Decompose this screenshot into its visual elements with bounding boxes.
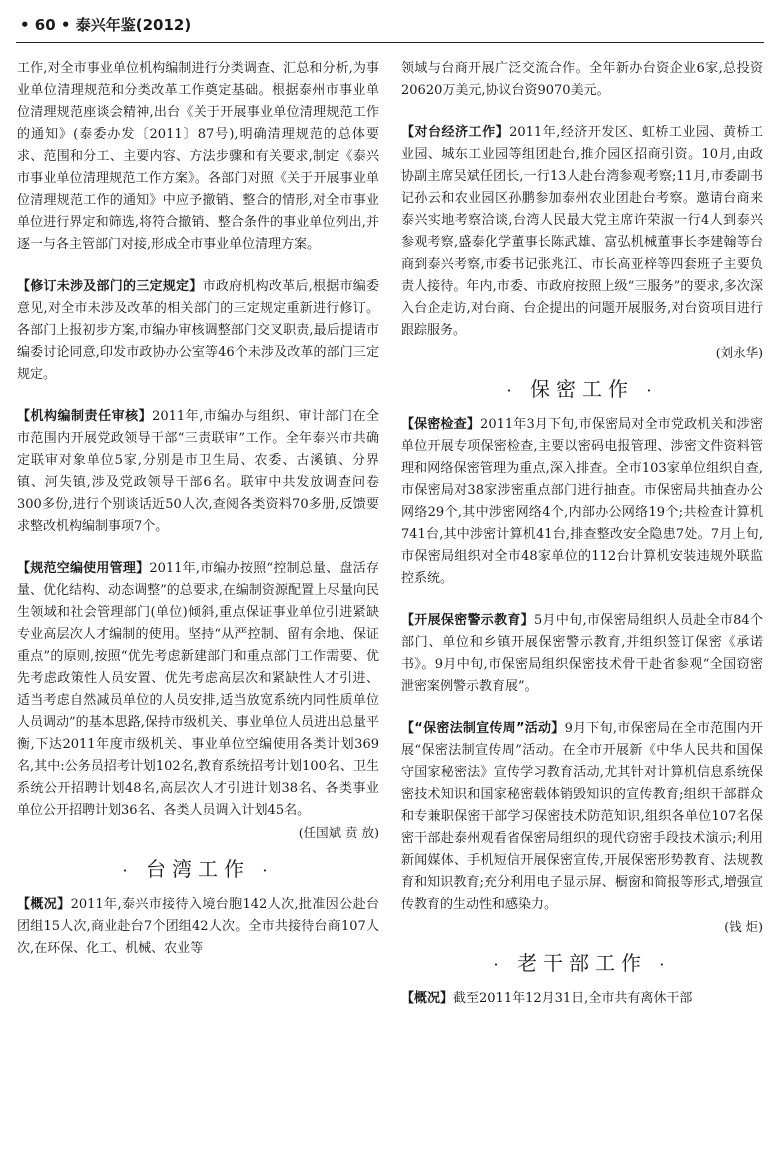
paragraph-body: 2011年,市编办按照“控制总量、盘活存量、优化结构、动态调整”的总要求,在编制资源配置上尽量向民生领域和社会管理部门(单位)倾斜,重点保证事业单位引进紧缺专业高层次人才编制的使用。坚持“从严控制、留有余地、保证重点”的原则,按照“优先考虑新建部门和重点部门工作需要、优先考虑政策性人员安置、优先考虑高层次和紧缺性人才引进、适当考虑自然减员单位的人员安排,适当放宽系统内同性质单位人员调动”的基本思路,保持市级机关、事业单位人员进出总量平衡,下达2011年度市级机关、事业单位空编使用各类计划369名,其中:公务员招考计划102名,教育系统招考计划100名、卫生系统公开招聘计划48名,高层次人才引进计划38名、各类事业单位公开招聘计划36名、各类人员调入计划45名。 [17,561,379,818]
page-header [16,0,764,42]
paragraph-body: 2011年,泰兴市接待入境台胞142人次,批准因公赴台团组15人次,商业赴台7个团组42人次。全市共接待台商107人次,在环保、化工、机械、农业等 [17,897,379,956]
paragraph: 领域与台商开展广泛交流合作。全年新办台资企业6家,总投资20620万美元,协议台资9070美元。 [401,61,763,98]
paragraph-body: 市政府机构改革后,根据市编委意见,对全市未涉及改革的相关部门的三定规定重新进行修订。各部门上报初步方案,市编办审核调整部门交叉职责,最后提请市编委讨论同意,印发市政协办公室等46个未涉及改革的部门三定规定。 [17,279,379,382]
paragraph-heading: 【对台经济工作】 [401,125,510,140]
left-column [17,58,379,960]
paragraph [401,988,763,1010]
author-credit: (钱 炬) [724,919,763,934]
paragraph-body: 2011年,经济开发区、虹桥工业园、黄桥工业园、城东工业园等组团赴台,推介园区招商引资。10月,由政协副主席吴斌任团长,一行13人赴台湾参观考察;11月,市委副书记孙云和农业园区孙鹏参加泰州农业团赴台考察。邀请台商来泰兴实地考察洽谈,台湾人民最大党主席许荣淑一行4人到泰兴参观考察,盛泰化学董事长陈武雄、富弘机械董事长李建翰等台商到泰兴考察,市委书记张兆江、市长高亚梓等四套班子主要负责人接待。年内,市委、市政府按照上级“三服务”的要求,多次深入台企走访,对台商、台企提出的问题开展服务,对台资项目进行跟踪服务。 [401,125,763,338]
paragraph-heading: 【修订未涉及部门的三定规定】 [17,279,203,294]
section-title-text: 老干部工作 [517,951,647,975]
paragraph [401,610,763,698]
paragraph-body: 5月中旬,市保密局组织人员赴全市84个部门、单位和乡镇开展保密警示教育,并组织签订保密《承诺书》。9月中旬,市保密局组织保密技术骨干赴省参观“全国窃密泄密案例警示教育展”。 [401,613,763,694]
page-header-text: • 60 • 泰兴年鉴(2012) [20,16,192,34]
paragraph [401,122,763,364]
paragraph-body: 截至2011年12月31日,全市共有离休干部 [453,991,693,1006]
section-title-text: 保密工作 [530,377,634,401]
author-credit: (任国斌 贲 放) [298,825,379,840]
header-rule [16,42,764,43]
paragraph-heading: 【保密检查】 [401,417,481,432]
paragraph-body: 9月下旬,市保密局在全市范围内开展“保密法制宣传周”活动。在全市开展新《中华人民共和国保守国家秘密法》宣传学习教育活动,尤其针对计算机信息系统保密技术知识和国家秘密载体销毁知识的宣传教育;组织干部群众和专兼职保密干部学习保密技术防范知识,组织各单位107名保密干部赴泰州观看省保密局组织的现代窃密手段技术演示;利用新闻媒体、手机短信开展保密宣传,开展保密形势教育、法规教育和知识教育;充分利用电子显示屏、橱窗和简报等形式,增强宣传教育的生动性和感染力。 [401,721,763,912]
right-column [401,58,763,1010]
paragraph [401,414,763,590]
paragraph [17,406,379,538]
paragraph-heading: 【概况】 [401,991,454,1006]
section-title: · 保密工作 · [506,377,658,401]
paragraph-body: 2011年3月下旬,市保密局对全市党政机关和涉密单位开展专项保密检查,主要以密码电报管理、涉密文件资料管理和网络保密管理为重点,深入排查。全市103家单位组织自查,市保密局对38家涉密重点部门进行抽查。市保密局共抽查办公网络29个,其中涉密网络4个,内部办公网络19个;共检查计算机741台,其中涉密计算机41台,排查整改安全隐患7处。7月上旬,市保密局组织对全市48家单位的112台计算机安装违规外联监控系统。 [401,417,763,586]
paragraph-heading: 【开展保密警示教育】 [401,613,534,628]
paragraph [17,276,379,386]
paragraph: 工作,对全市事业单位机构编制进行分类调查、汇总和分析,为事业单位清理规范和分类改革工作奠定基础。根据泰州市事业单位清理规范座谈会精神,出台《关于开展事业单位清理规范工作的通知》(泰委办发〔2011〕87号),明确清理规范的总体要求、范围和分工、主要内容、方法步骤和有关要求,制定《泰兴市事业单位清理规范工作方案》。各部门对照《关于开展事业单位清理规范工作的通知》中应予撤销、整合的情形,对全市事业单位进行界定和筛选,将符合撤销、整合条件的事业单位列出,并逐一与各主管部门对接,形成全市事业单位清理方案。 [17,61,379,252]
paragraph-heading: 【概况】 [17,897,71,912]
paragraph [17,894,379,960]
paragraph-heading: 【机构编制责任审核】 [17,409,153,424]
paragraph-heading: 【“保密法制宣传周”活动】 [401,721,565,736]
section-title-text: 台湾工作 [146,857,250,881]
paragraph [17,558,379,844]
paragraph-heading: 【规范空编使用管理】 [17,561,150,576]
paragraph [401,718,763,938]
paragraph-body: 2011年,市编办与组织、审计部门在全市范围内开展党政领导干部“三责联审”工作。全年泰兴市共确定联审对象单位5家,分别是市卫生局、农委、古溪镇、分界镇、河失镇,涉及党政领导干部6名。联审中共发放调查问卷300多份,进行个别谈话近50人次,查阅各类资料70多册,反馈要求整改机构编制事项7个。 [17,409,379,534]
section-title: · 老干部工作 · [493,951,671,975]
section-title: · 台湾工作 · [122,857,274,881]
author-credit: (刘永华) [715,345,763,360]
